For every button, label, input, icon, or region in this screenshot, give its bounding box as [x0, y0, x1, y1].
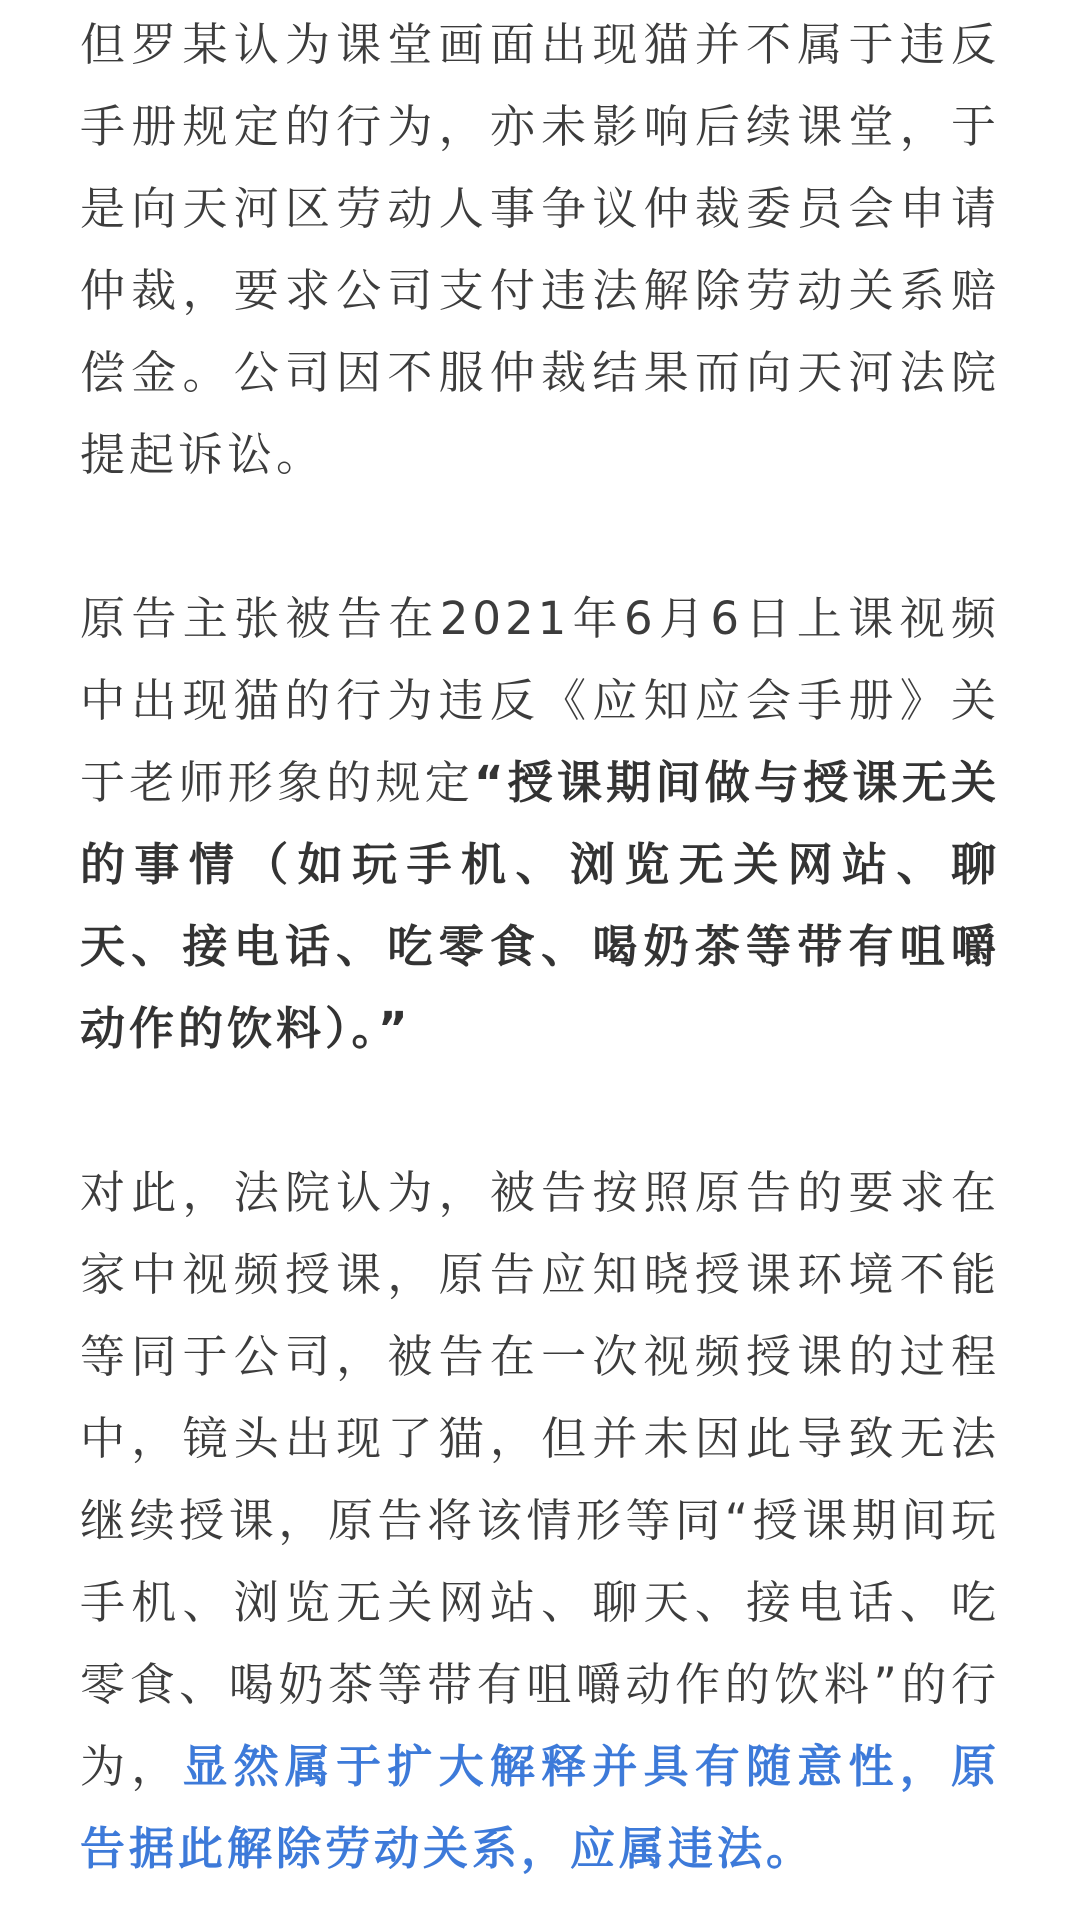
paragraph-plaintiff-claim	[80, 578, 1000, 1070]
paragraph-arbitration-text: 但罗某认为课堂画面出现猫并不属于违反手册规定的行为，亦未影响后续课堂，于是向天河区劳动人事争议仲裁委员会申请仲裁，要求公司支付违法解除劳动关系赔偿金。公司因不服仲裁结果而向天河法院提起诉讼。	[80, 18, 1000, 481]
quoted-handbook-rule: “授课期间做与授课无关的事情（如玩手机、浏览无关网站、聊天、接电话、吃零食、喝奶茶等带有咀嚼动作的饮料）。”	[80, 756, 1000, 1055]
paragraph-arbitration	[80, 0, 1000, 496]
paragraph-plaintiff-claim-text: 原告主张被告在2021年6月6日上课视频中出现猫的行为违反《应知应会手册》关于老师形象的规定	[80, 592, 1000, 809]
paragraph-court-opinion	[80, 1152, 1000, 1890]
court-conclusion-highlight: 显然属于扩大解释并具有随意性，原告据此解除劳动关系，应属违法。	[80, 1740, 1000, 1875]
paragraph-court-opinion-text: 对此，法院认为，被告按照原告的要求在家中视频授课，原告应知晓授课环境不能等同于公司，被告在一次视频授课的过程中，镜头出现了猫，但并未因此导致无法继续授课，原告将该情形等同“授课期间玩手机、浏览无关网站、聊天、接电话、吃零食、喝奶茶等带有咀嚼动作的饮料”的行为，	[80, 1166, 1000, 1793]
